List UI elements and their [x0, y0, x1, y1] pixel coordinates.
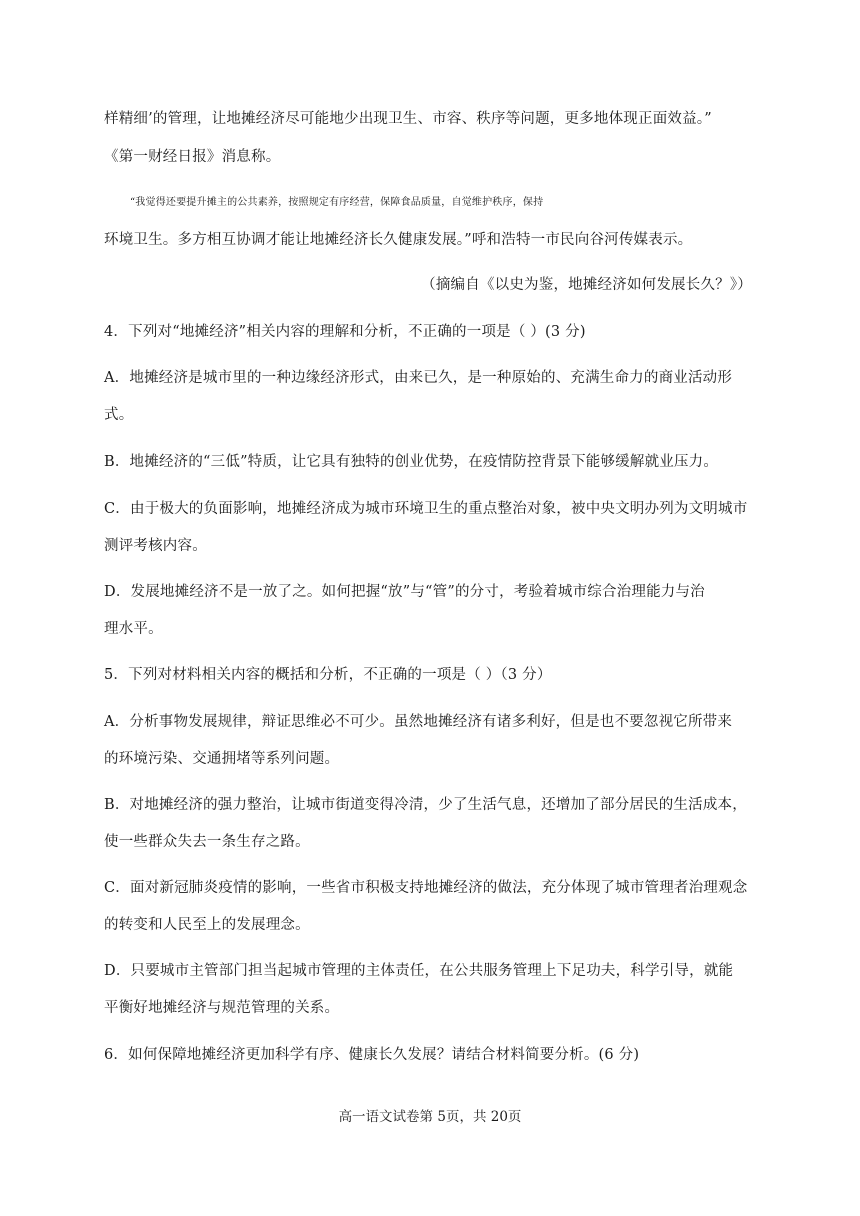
question-4-option-d: D．发展地摊经济不是一放了之。如何把握“放”与“管”的分寸，考验着城市综合治理能力与治	[104, 584, 705, 600]
question-5-option-d: D．只要城市主管部门担当起城市管理的主体责任，在公共服务管理上下足功夫，科学引导，就能	[104, 963, 734, 979]
question-5-option-b-cont: 使一些群众失去一条生存之路。	[104, 834, 310, 850]
question-4-option-c: C．由于极大的负面影响，地摊经济成为城市环境卫生的重点整治对象，被中央文明办列为文明城市	[104, 501, 748, 517]
question-4-option-d-cont: 理水平。	[104, 621, 163, 637]
page-footer: 高一语文试卷第 5页，共 20页	[338, 1109, 522, 1125]
question-6-stem: 6．如何保障地摊经济更加科学有序、健康长久发展？请结合材料简要分析。(6 分)	[104, 1047, 640, 1063]
passage-p1-line1: 样精细’的管理，让地摊经济尽可能地少出现卫生、市容、秩序等问题，更多地体现正面效益。”	[104, 111, 712, 127]
question-4-option-c-cont: 测评考核内容。	[104, 538, 207, 554]
passage-p2-line1: “我觉得还要提升摊主的公共素养，按照规定有序经营，保障食品质量，自觉维护秩序，保持	[130, 197, 544, 208]
question-5-stem: 5．下列对材料相关内容的概括和分析，不正确的一项是（ ）（3 分）	[104, 667, 552, 683]
question-5-option-a: A．分析事物发展规律，辩证思维必不可少。虽然地摊经济有诸多利好，但是也不要忽视它所带来	[104, 714, 733, 730]
question-5-option-b: B．对地摊经济的强力整治，让城市街道变得冷清，少了生活气息，还增加了部分居民的生活成本，	[104, 797, 747, 813]
question-5-option-d-cont: 平衡好地摊经济与规范管理的关系。	[104, 1000, 340, 1016]
passage-p1-line2: 《第一财经日报》消息称。	[104, 149, 281, 165]
question-5-option-c-cont: 的转变和人民至上的发展理念。	[104, 917, 310, 933]
question-5-option-c: C．面对新冠肺炎疫情的影响，一些省市积极支持地摊经济的做法，充分体现了城市管理者治理观念	[104, 880, 748, 896]
question-4-option-b: B．地摊经济的“三低”特质，让它具有独特的创业优势，在疫情防控背景下能够缓解就业压力。	[104, 454, 719, 470]
question-4-option-a-cont: 式。	[104, 407, 134, 423]
passage-p2-line2: 环境卫生。多方相互协调才能让地摊经济长久健康发展。”呼和浩特一市民向谷河传媒表示。	[104, 232, 693, 248]
question-5-option-a-cont: 的环境污染、交通拥堵等系列问题。	[104, 751, 340, 767]
question-4-option-a: A．地摊经济是城市里的一种边缘经济形式，由来已久，是一种原始的、充满生命力的商业活动形	[104, 370, 733, 386]
passage-source: （摘编自《以史为鉴，地摊经济如何发展长久？》）	[421, 277, 752, 293]
question-4-stem: 4．下列对“地摊经济”相关内容的理解和分析，不正确的一项是（ ）(3 分)	[104, 324, 586, 340]
